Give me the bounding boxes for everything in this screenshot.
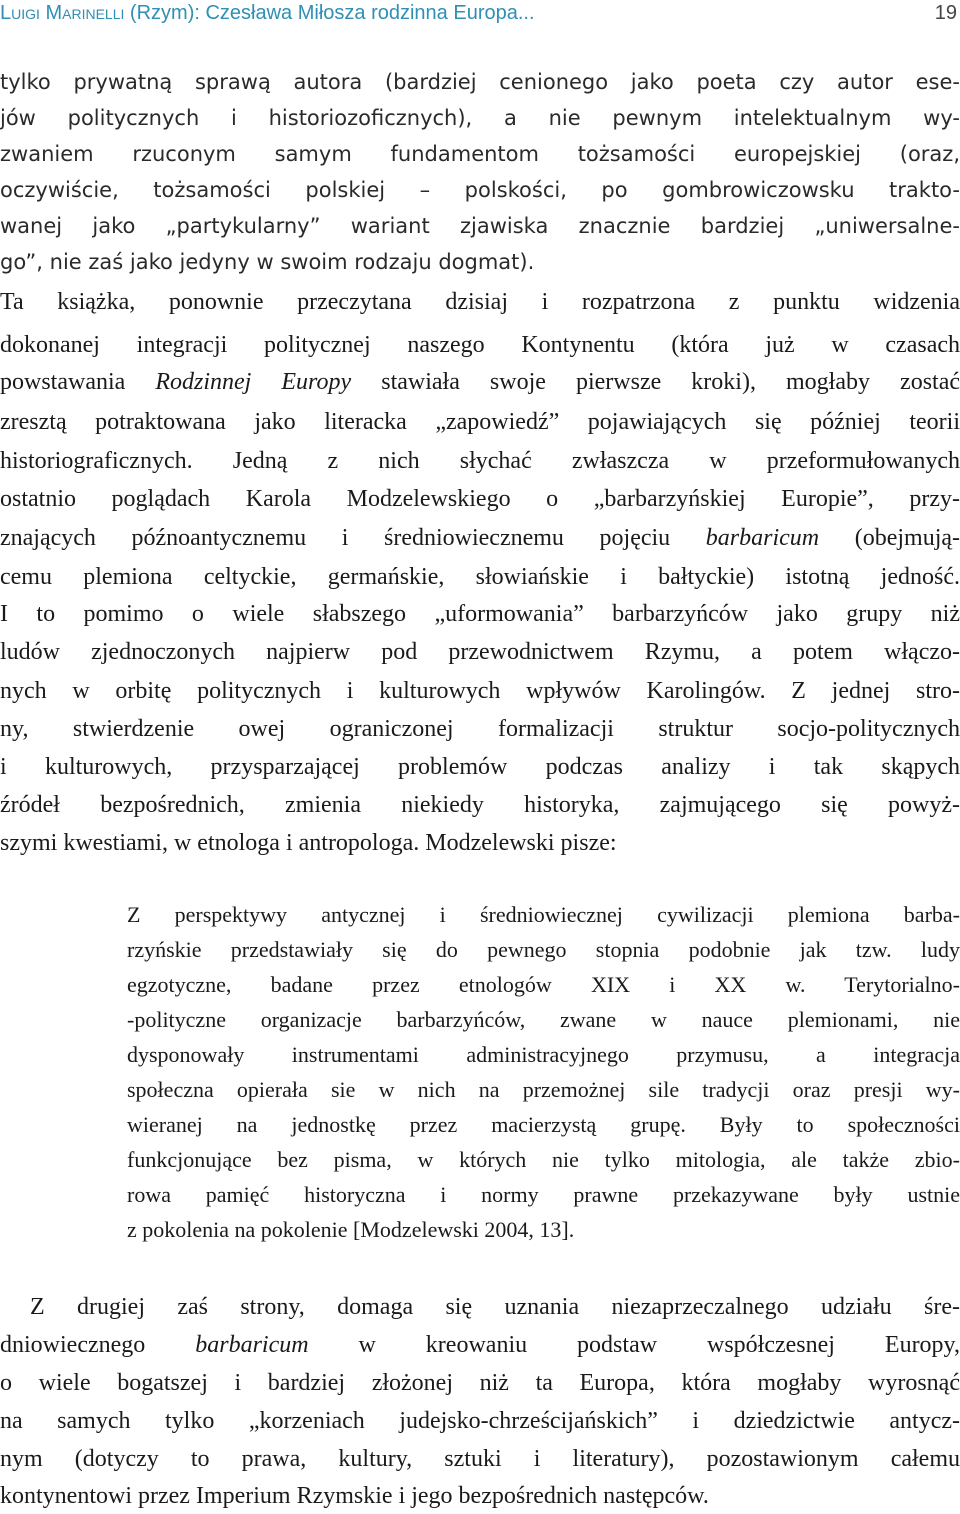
quote-line: rzyńskie przedstawiały się do pewnego stopnia podobnie jak tzw. ludy [127, 937, 960, 962]
text-run: stawiała swoje pierwsze kroki), mogłaby zostać [351, 369, 960, 395]
para2-line: i kulturowych, przysparzającej problemów podczas analizy i tak skąpych [0, 754, 960, 780]
para2-line: Ta książka, ponownie przeczytana dzisiaj i rozpatrzona z punktu widzenia [0, 289, 960, 315]
quote-line: społeczna opierała sie w nich na przemożnej sile tradycji oraz presji wy- [127, 1077, 960, 1102]
text-run: w kreowaniu podstaw współczesnej Europy, [308, 1332, 960, 1358]
quote-line: Z perspektywy antycznej i średniowiecznej cywilizacji plemiona barba- [127, 902, 960, 927]
para2-line: ny, stwierdzenie owej ograniczonej formalizacji struktur socjo-politycznych [0, 716, 960, 742]
para1-line: oczywiście, tożsamości polskiej – polskości, po gombrowiczowsku trakto- [0, 178, 960, 202]
para2-line: dokonanej integracji politycznej naszego Kontynentu (która już w czasach [0, 332, 960, 358]
quote-line: wieranej na jednostkę przez macierzystą grupę. Były to społeczności [127, 1112, 960, 1137]
para2-line: ludów zjednoczonych najpierw pod przewodnictwem Rzymu, a potem włączo- [0, 639, 960, 665]
para3-line [0, 1289, 960, 1325]
para3-line-last: kontynentowi przez Imperium Rzymskie i jego bezpośrednich następców. [0, 1483, 709, 1509]
para1-line: tylko prywatną sprawą autora (bardziej cenionego jako poeta czy autor ese- [0, 70, 960, 94]
para2-line: nych w orbitę politycznych i kulturowych wpływów Karolingów. Z jednej stro- [0, 678, 960, 704]
running-head [0, 0, 960, 32]
text-run: (obejmują- [819, 525, 960, 551]
text-run: powstawania [0, 369, 156, 395]
text-run: Z drugiej zaś strony, domaga się uznania niezaprzeczalnego udziału śre- [30, 1294, 960, 1320]
running-head-author: Luigi Marinelli [0, 2, 125, 24]
para1-line: wanej jako „partykularny” wariant zjawiska znacznie bardziej „uniwersalne- [0, 214, 960, 238]
para3-line [0, 1327, 960, 1363]
para2-line: cemu plemiona celtyckie, germańskie, słowiańskie i bałtyckie) istotną jedność. [0, 564, 960, 590]
para2-line: ostatnio poglądach Karola Modzelewskiego o „barbarzyńskiej Europie”, przy- [0, 486, 960, 512]
running-head-title [0, 2, 535, 25]
page-number: 19 [934, 2, 957, 24]
para2-line: historiograficznych. Jedną z nich słychać zwłaszcza w przeformułowanych [0, 448, 960, 474]
para3-line: nym (dotyczy to prawa, kultury, sztuki i literatury), pozostawionym całemu [0, 1446, 960, 1472]
para2-line-last: szymi kwestiami, w etnologa i antropologa. Modzelewski pisze: [0, 830, 617, 856]
para3-line: na samych tylko „korzeniach judejsko-chrześcijańskich” i dziedzictwie antycz- [0, 1408, 960, 1434]
quote-line-last: z pokolenia na pokolenie [Modzelewski 2004, 13]. [127, 1217, 575, 1242]
quote-line: egzotyczne, badane przez etnologów XIX i XX w. Terytorialno- [127, 972, 960, 997]
quote-line: dysponowały instrumentami administracyjnego przymusu, a integracja [127, 1042, 960, 1067]
para1-line: zwaniem rzuconym samym fundamentom tożsamości europejskiej (oraz, [0, 142, 960, 166]
para2-line: zresztą potraktowana jako literacka „zapowiedź” pojawiających się później teorii [0, 409, 960, 435]
italic-term: barbaricum [705, 525, 820, 551]
para2-line [0, 520, 960, 556]
quote-line: -polityczne organizacje barbarzyńców, zwane w nauce plemionami, nie [127, 1007, 960, 1032]
italic-term: barbaricum [195, 1332, 309, 1358]
italic-title: Rodzinnej Europy [155, 369, 352, 395]
para1-line-last: go”, nie zaś jako jedyny w swoim rodzaju dogmat). [0, 250, 535, 274]
text-run: dniowiecznego [0, 1332, 196, 1358]
quote-line: rowa pamięć historyczna i normy prawne przekazywane były ustnie [127, 1182, 960, 1207]
para2-line [0, 364, 960, 400]
para2-line: I to pomimo o wiele słabszego „uformowania” barbarzyńców jako grupy niż [0, 601, 960, 627]
text-run: znających późnoantycznemu i średniowiecznemu pojęciu [0, 525, 706, 551]
para3-line: o wiele bogatszej i bardziej złożonej niż ta Europa, która mogłaby wyrosnąć [0, 1370, 960, 1396]
para1-line: jów politycznych i historiozoficznych), a nie pewnym intelektualnym wy- [0, 106, 960, 130]
para2-line: źródeł bezpośrednich, zmienia niekiedy historyka, zajmującego się powyż- [0, 792, 960, 818]
running-head-title-rest: (Rzym): Czesława Miłosza rodzinna Europa... [124, 2, 535, 24]
quote-line: funkcjonujące bez pisma, w których nie tylko mitologia, ale także zbio- [127, 1147, 960, 1172]
